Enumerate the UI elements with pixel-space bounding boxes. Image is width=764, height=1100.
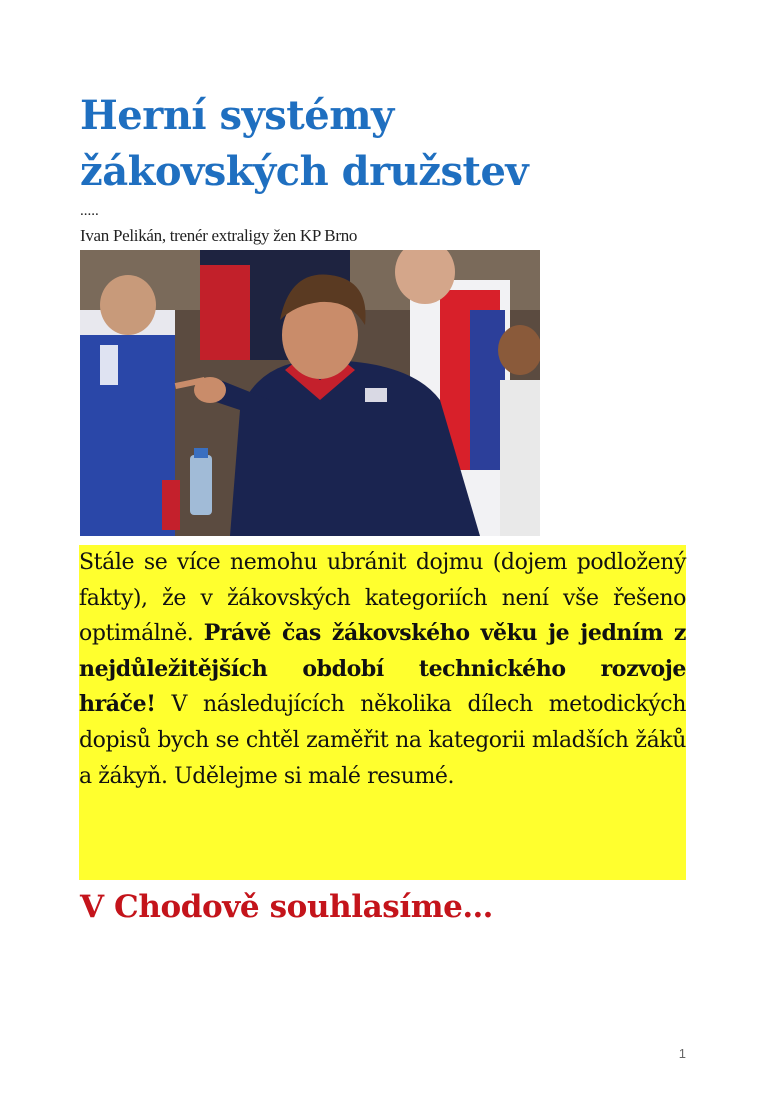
- intro-paragraph: [79, 545, 686, 794]
- intro-bold-statement: Právě čas žákovského věku je jedním z nejdůležitějších období technického rozvoje hráče!: [79, 620, 686, 718]
- photo-illustration: [80, 250, 540, 536]
- section-heading: V Chodově souhlasíme…: [80, 889, 494, 925]
- author-byline: Ivan Pelikán, trenér extraligy žen KP Brno: [80, 226, 358, 245]
- intro-text-2: V následujících několika dílech metodických dopisů bych se chtěl zaměřit na kategorii mladších žáků a žákyň. Udělejme si malé resumé.: [79, 692, 686, 789]
- intro-text-1: Stále se více nemohu ubránit dojmu (dojem podložený fakty), že v žákovských kategoriích není vše řešeno optimálně.: [79, 550, 686, 647]
- separator-dots: .....: [80, 203, 99, 219]
- title-line-2: žákovských družstev: [80, 148, 529, 195]
- document-title: [80, 88, 528, 200]
- coach-photo: [80, 250, 540, 536]
- title-line-1: Herní systémy: [80, 92, 394, 139]
- page-number: 1: [678, 1046, 686, 1061]
